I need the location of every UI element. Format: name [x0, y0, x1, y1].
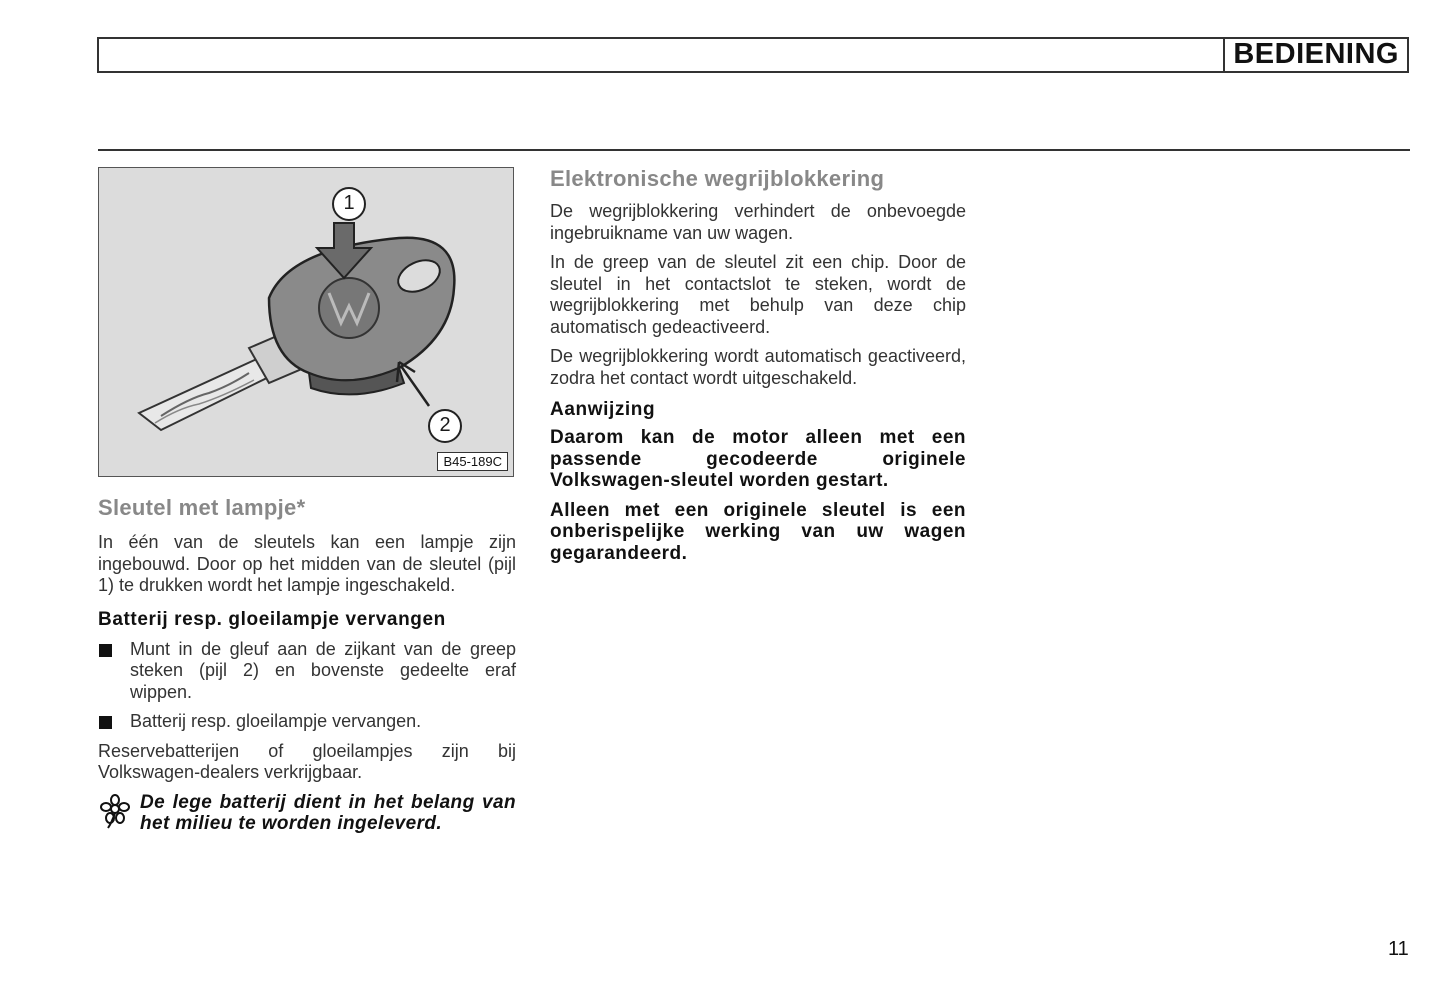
- callout-2: 2: [439, 414, 451, 436]
- figure-label: B45-189C: [437, 452, 508, 471]
- right-column: [550, 163, 966, 572]
- note-text-2: Alleen met een originele sleutel is een onberispelijke werking van uw wagen gegarandeerd.: [550, 499, 966, 564]
- note-text-1: Daarom kan de motor alleen met een passende gecodeerde originele Volkswagen-sleutel worden gestart.: [550, 427, 966, 491]
- environment-note: [98, 792, 516, 835]
- bullet-text: Munt in de gleuf aan de zijkant van de greep steken (pijl 2) en bovenste gedeelte eraf wippen.: [130, 638, 516, 702]
- flower-icon: [98, 794, 132, 830]
- callout-1: 1: [343, 192, 355, 214]
- bullet-square-icon: [99, 644, 112, 657]
- header-rule: [98, 149, 1410, 151]
- immobilizer-p3: De wegrijblokkering wordt automatisch geactiveerd, zodra het contact wordt uitgeschakeld.: [550, 346, 966, 388]
- list-item: [98, 639, 516, 704]
- bullet-square-icon: [99, 716, 112, 729]
- left-column: [98, 492, 516, 835]
- list-item: [98, 711, 516, 733]
- immobilizer-p2: In de greep van de sleutel zit een chip. Door de sleutel in het contactslot te steken, wordt de wegrijblokkering met behulp van deze chip automatisch gedeactiveerd.: [550, 252, 966, 337]
- battery-subheading: Batterij resp. gloeilampje vervangen: [98, 608, 446, 630]
- section-title: BEDIENING: [1223, 37, 1409, 73]
- reserve-text: Reservebatterijen of gloeilampjes zijn bij Volkswagen-dealers verkrijgbaar.: [98, 740, 516, 782]
- key-light-intro: In één van de sleutels kan een lampje zijn ingebouwd. Door op het midden van de sleutel (pijl 1) te drukken wordt het lampje ingeschakeld.: [98, 532, 516, 595]
- immobilizer-heading: Elektronische wegrijblokkering: [550, 166, 885, 191]
- environment-note-text: De lege batterij dient in het belang van het milieu te worden ingeleverd.: [140, 791, 516, 834]
- page-number: 11: [1388, 938, 1409, 960]
- header-bar: [97, 37, 1409, 73]
- key-light-heading: Sleutel met lampje*: [98, 495, 306, 520]
- key-illustration: [98, 167, 514, 477]
- note-heading: Aanwijzing: [550, 399, 656, 420]
- immobilizer-p1: De wegrijblokkering verhindert de onbevoegde ingebruikname van uw wagen.: [550, 201, 966, 243]
- bullet-text: Batterij resp. gloeilampje vervangen.: [130, 711, 422, 731]
